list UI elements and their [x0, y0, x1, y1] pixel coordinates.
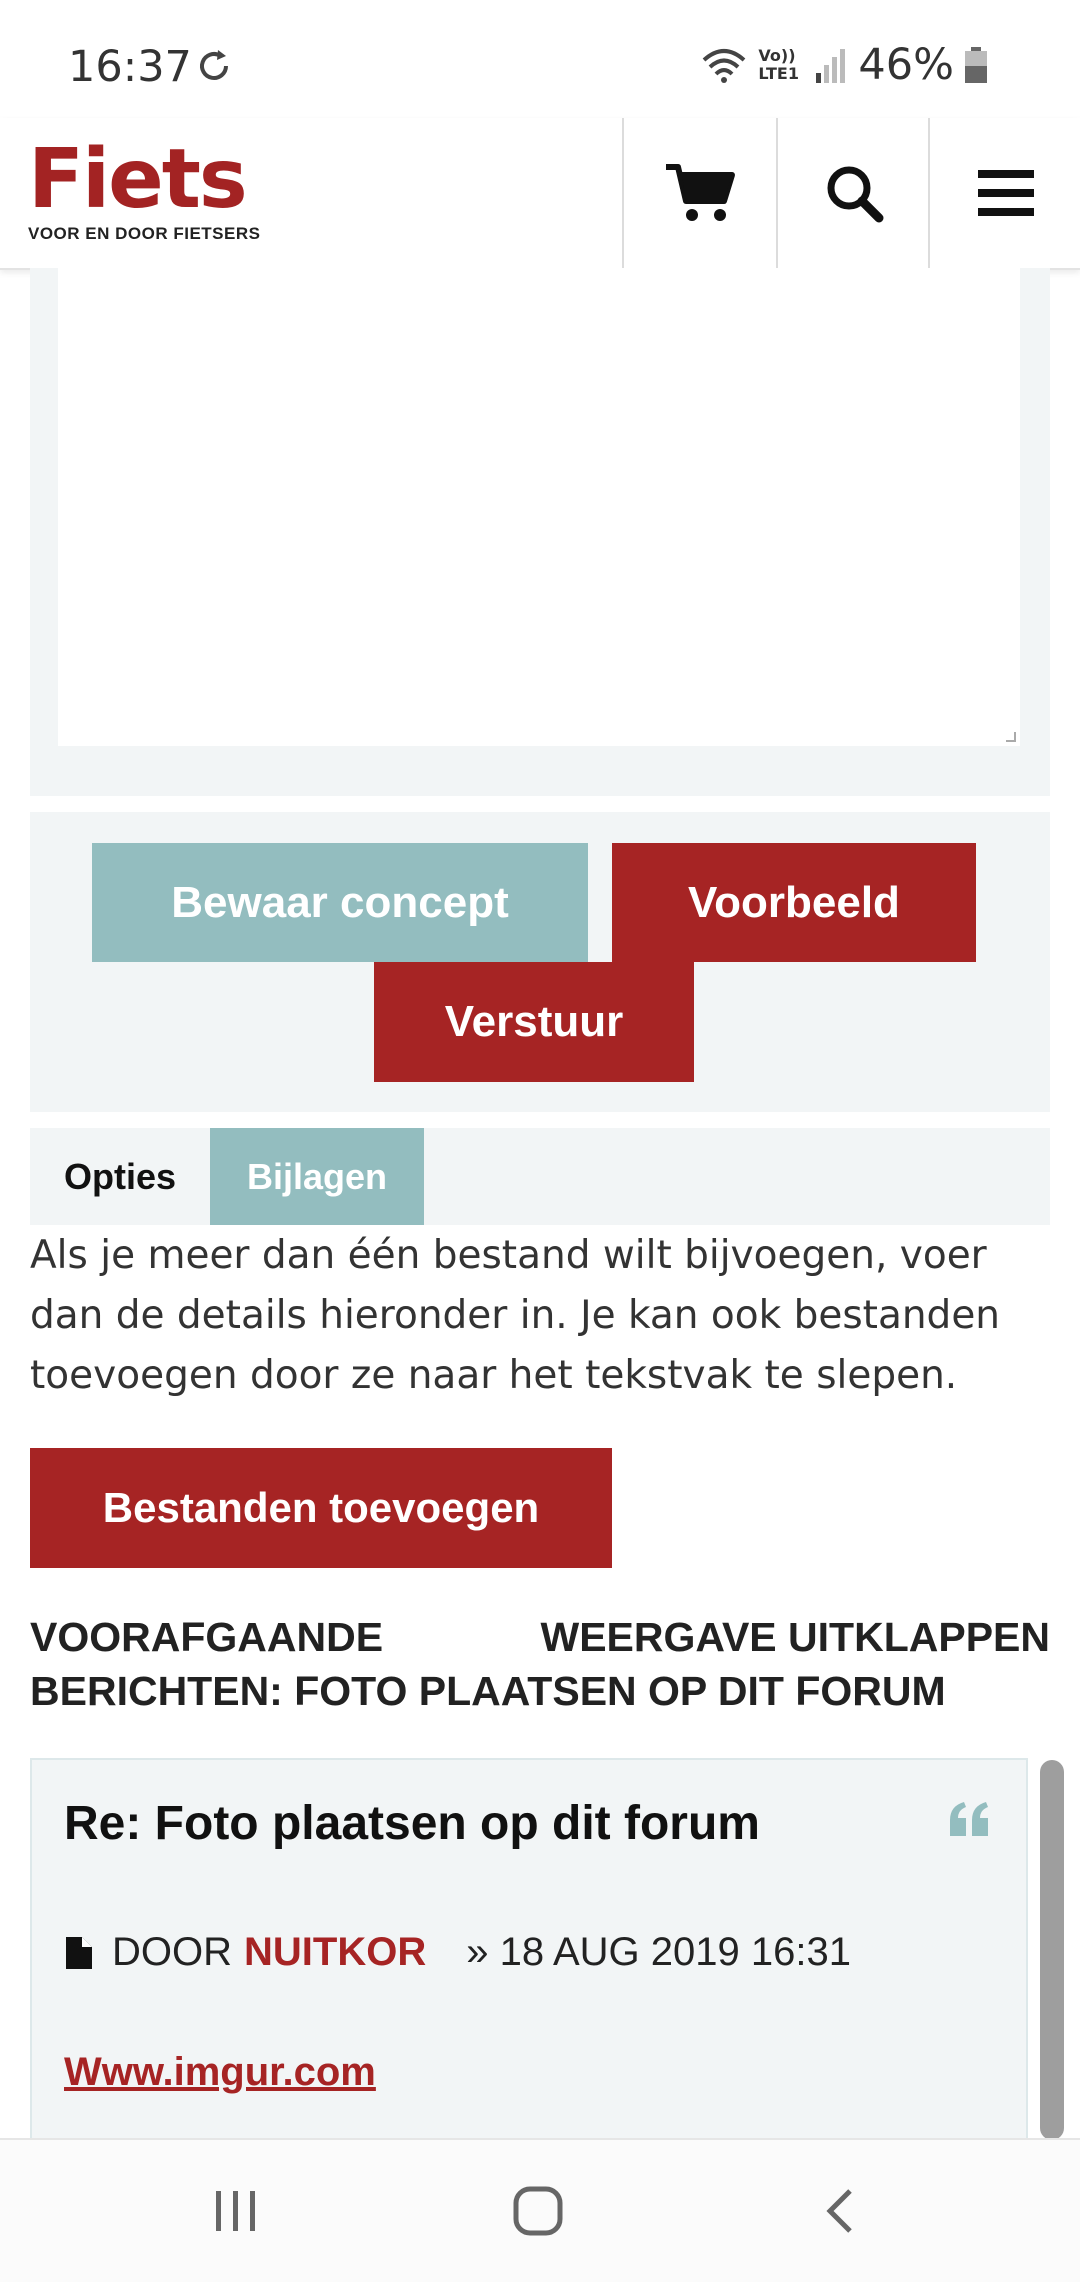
menu-button[interactable] — [928, 118, 1080, 268]
home-button[interactable] — [438, 2140, 638, 2282]
back-icon — [824, 2187, 856, 2235]
post-by-label: DOOR — [112, 1930, 232, 1974]
message-textarea[interactable] — [58, 268, 1020, 746]
sync-icon — [196, 48, 232, 84]
status-bar — [0, 0, 1080, 118]
tab-options[interactable]: Opties — [63, 1155, 177, 1197]
editor-panel — [30, 268, 1050, 796]
status-time: 16:37 — [68, 42, 192, 92]
signal-icon — [814, 47, 848, 83]
battery-percent: 46% — [858, 40, 954, 90]
post-author[interactable]: NUITKOR — [244, 1930, 427, 1974]
previous-posts-heading — [30, 1610, 1050, 1720]
home-icon — [512, 2185, 564, 2237]
submit-button[interactable]: Verstuur — [374, 962, 694, 1082]
attachments-help-text: Als je meer dan één bestand wilt bijvoegen, voer dan de details hieronder in. Je kan ook bestanden toevoegen door ze naar het tekstvak te slepen. — [30, 1233, 1001, 1398]
save-draft-button[interactable]: Bewaar concept — [92, 843, 588, 962]
post-meta — [64, 1930, 851, 1975]
expand-view-link[interactable]: WEERGAVE UITKLAPPEN — [540, 1614, 1050, 1660]
system-nav-bar — [0, 2138, 1080, 2282]
actions-panel — [30, 812, 1050, 1112]
battery-icon — [964, 46, 988, 84]
add-files-button[interactable]: Bestanden toevoegen — [30, 1448, 612, 1568]
scrollbar[interactable] — [1040, 1760, 1064, 2140]
recent-apps-button[interactable] — [136, 2140, 336, 2282]
search-icon — [824, 163, 884, 223]
search-button[interactable] — [776, 118, 930, 268]
document-icon — [64, 1935, 94, 1971]
recent-apps-icon — [212, 2189, 260, 2233]
post-title[interactable]: Re: Foto plaatsen op dit forum — [64, 1797, 760, 1850]
tab-bar — [30, 1128, 1050, 1225]
post-link[interactable]: Www.imgur.com — [64, 2050, 376, 2094]
quote-icon[interactable] — [948, 1802, 990, 1836]
status-indicators — [700, 40, 988, 90]
tab-attachments[interactable]: Bijlagen — [210, 1128, 424, 1225]
wifi-icon — [700, 46, 748, 84]
site-header — [0, 118, 1080, 270]
logo-tagline: VOOR EN DOOR FIETSERS — [28, 224, 261, 243]
site-logo[interactable] — [28, 132, 261, 244]
resize-handle[interactable] — [1006, 732, 1016, 742]
post-date: » 18 AUG 2019 16:31 — [466, 1930, 851, 1974]
back-button[interactable] — [740, 2140, 940, 2282]
cart-button[interactable] — [622, 118, 776, 268]
preview-button[interactable]: Voorbeeld — [612, 843, 976, 962]
network-type-label: Vo)) LTE1 — [758, 46, 799, 83]
previous-posts-title: VOORAFGAANDE BERICHTEN: FOTO PLAATSEN OP DIT FORUM — [30, 1614, 946, 1714]
menu-icon — [978, 170, 1034, 216]
cart-icon — [664, 161, 736, 225]
logo-word: Fiets — [28, 132, 246, 227]
